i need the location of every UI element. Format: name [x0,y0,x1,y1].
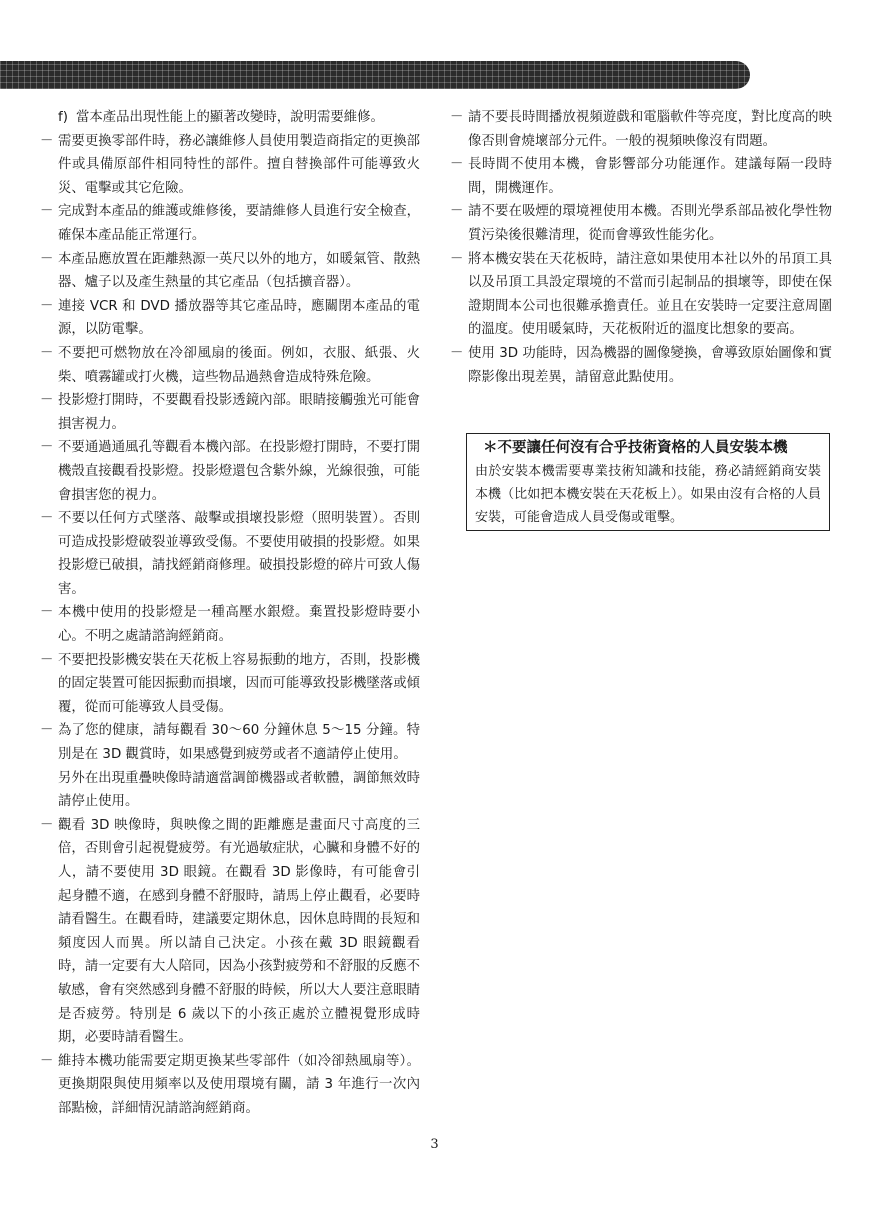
list-item [40,342,420,389]
item-marker: f) [58,110,68,125]
list-item [450,200,832,247]
page-number: 3 [430,1137,439,1152]
item-marker: － [40,605,54,621]
item-marker: － [450,110,464,125]
item-marker: － [450,345,464,361]
list-item [40,719,420,766]
item-marker: － [450,251,464,267]
left-column [40,106,420,1121]
item-text: 使用 3D 功能時，因為機器的圖像變換，會導致原始圖像和實際影像出現差異，請留意此點使用。 [468,345,832,385]
item-text: 長時間不使用本機，會影響部分功能運作。建議每隔一段時間，開機運作。 [468,157,832,196]
list-item [40,436,420,507]
notice-body: 由於安裝本機需要專業技術知識和技能，務必請經銷商安裝本機（比如把本機安裝在天花板上）。如果由沒有合格的人員安裝，可能會造成人員受傷或電擊。 [475,464,821,525]
item-text: 請不要長時間播放視頻遊戲和電腦軟件等亮度，對比度高的映像否則會燒壞部分元件。一般的視頻映像沒有問題。 [468,110,832,149]
item-text: 連接 VCR 和 DVD 播放器等其它產品時，應關閉本產品的電源，以防電擊。 [58,298,420,338]
item-marker: － [40,133,54,149]
item-text: 觀看 3D 映像時，與映像之間的距離應是畫面尺寸高度的三倍，否則會引起視覺疲勞。有光過敏症狀，心臟和身體不好的人，請不要使用 3D 眼鏡。在觀看 3D 影像時，有可能會引起身體不適，在感到身體不舒服時，請馬上停止觀看，必要時請看醫生。在觀看時，建議要定期休息，因休息時間的長短和頻度因人而異。所以請自己決定。小孩在戴 3D 眼鏡觀看時，請一定要有大人陪同，因為小孩對疲勞和不舒服的反應不敏感，會有突然感到身體不舒服的時候，所以大人要注意眼睛是否疲勞。特別是 6 歲以下的小孩正處於立體視覺形成時期，必要時請看醫生。 [58,817,420,1046]
item-marker: － [40,204,54,220]
item-marker: － [40,345,54,361]
notice-title: ＊不要讓任何沒有合乎技術資格的人員安裝本機 [483,440,788,456]
list-item [40,106,420,130]
item-marker: － [40,298,54,314]
installation-notice-box [466,433,830,531]
list-item [40,389,420,436]
item-text: 本機中使用的投影燈是一種高壓水銀燈。棄置投影燈時要小心。不明之處請諮詢經銷商。 [58,605,420,645]
item-text: 投影燈打開時，不要觀看投影透鏡內部。眼睛接觸強光可能會損害視力。 [58,393,420,432]
header-bar [0,61,750,89]
item-text: 本產品應放置在距離熱源一英尺以外的地方，如暖氣管、散熱器、爐子以及產生熱量的其它產品（包括擴音器）。 [58,251,420,291]
list-item [40,649,420,720]
list-item [450,342,832,389]
item-text: 完成對本產品的維護或維修後，要請維修人員進行安全檢查，確保本產品能正常運行。 [58,204,420,243]
item-text: 不要把投影機安裝在天花板上容易振動的地方，否則，投影機的固定裝置可能因振動而損壞，因而可能導致投影機墜落或傾覆，從而可能導致人員受傷。 [58,652,420,715]
list-item [40,248,420,295]
list-item [40,507,420,601]
list-item [40,200,420,247]
item-marker: － [40,440,54,456]
item-text: 另外在出現重疊映像時請適當調節機器或者軟體，調節無效時請停止使用。 [58,770,420,810]
list-item-continuation [40,767,420,814]
item-text: 需要更換零部件時，務必讓維修人員使用製造商指定的更換部件或具備原部件相同特性的部件。擅自替換部件可能導致火災、電擊或其它危險。 [58,133,420,196]
item-text: 不要以任何方式墜落、敲擊或損壞投影燈（照明裝置）。否則可造成投影燈破裂並導致受傷。不要使用破損的投影燈。如果投影燈已破損，請找經銷商修理。破損投影燈的碎片可致人傷害。 [58,511,420,597]
list-item [40,1050,420,1121]
item-text: 為了您的健康，請每觀看 30～60 分鐘休息 5～15 分鐘。特別是在 3D 觀賞時，如果感覺到疲勞或者不適請停止使用。 [58,723,420,763]
item-text: 請不要在吸煙的環境裡使用本機。否則光學系部品被化學性物質污染後很難清理，從而會導致性能劣化。 [468,204,832,243]
item-marker: － [40,511,54,527]
item-text: 不要通過通風孔等觀看本機內部。在投影燈打開時，不要打開機殼直接觀看投影燈。投影燈還包含紫外線，光線很強，可能會損害您的視力。 [58,440,420,503]
item-text: 不要把可燃物放在冷卻風扇的後面。例如，衣服、紙張、火柴、噴霧罐或打火機，這些物品過熱會造成特殊危險。 [58,345,420,385]
item-marker: － [450,204,464,220]
item-marker: － [40,652,54,668]
item-text: 維持本機功能需要定期更換某些零部件（如冷卻熱風扇等）。更換期限與使用頻率以及使用環境有關，請 3 年進行一次內部點檢，詳細情況請諮詢經銷商。 [58,1053,420,1116]
item-text: 當本產品出現性能上的顯著改變時，說明需要維修。 [75,110,384,125]
list-item [450,248,832,342]
item-marker: － [40,393,54,409]
list-item [450,153,832,200]
item-marker: － [450,157,464,173]
item-marker: － [40,1053,54,1069]
right-column [450,106,832,389]
list-item [450,106,832,153]
item-marker: － [40,817,54,833]
item-text: 將本機安裝在天花板時，請注意如果使用本社以外的吊頂工具以及吊頂工具設定環境的不當而引起制品的損壞等，即使在保證期間本公司也很難承擔責任。並且在安裝時一定要注意周圍的溫度。使用暖氣時，天花板附近的溫度比想象的要高。 [468,251,832,338]
item-marker: － [40,723,54,739]
list-item [40,130,420,201]
list-item [40,295,420,342]
list-item [40,601,420,648]
item-marker: － [40,251,54,267]
list-item [40,814,420,1050]
